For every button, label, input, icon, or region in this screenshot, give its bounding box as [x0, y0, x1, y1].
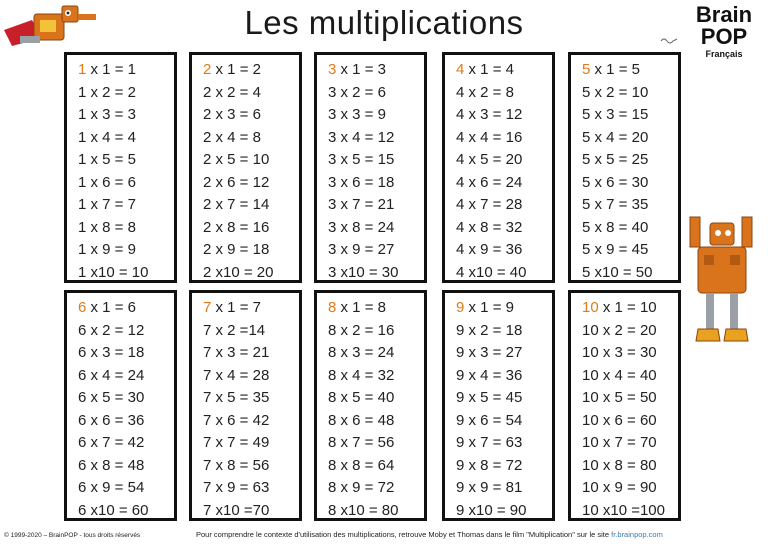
equation-text: 1 x 3 = 3: [78, 106, 136, 123]
table-row: [203, 262, 299, 285]
table-row: [582, 432, 678, 455]
equation-text: 3 x 8 = 24: [328, 218, 395, 236]
page-title: Les multiplications: [244, 4, 524, 41]
table-row: [582, 365, 678, 388]
table-row: [203, 320, 299, 343]
equation-text: 5 x 3 = 15: [582, 106, 649, 123]
equation-text: x 1 = 5: [590, 61, 640, 78]
table-5: [568, 52, 681, 283]
table-row: [203, 387, 299, 410]
equation-text: 4 x 5 = 20: [456, 151, 523, 168]
table-row: [328, 297, 424, 320]
equation-text: 8 x 3 = 24: [328, 344, 395, 361]
equation-text: 10 x 8 = 80: [582, 456, 657, 474]
equation-text: x 1 = 3: [336, 61, 386, 78]
equation-text: 5 x10 = 50: [582, 263, 653, 281]
equation-text: 7 x 6 = 42: [203, 411, 270, 429]
table-row: [203, 149, 299, 172]
table-row: [203, 455, 299, 478]
equation-text: 2 x 2 = 4: [203, 83, 261, 101]
table-row: [582, 127, 678, 150]
equation-text: 9 x 7 = 63: [456, 434, 523, 451]
equation-text: 4 x 2 = 8: [456, 83, 514, 101]
equation-text: x 1 = 7: [211, 299, 261, 316]
equation-text: 7 x10 =70: [203, 501, 270, 519]
table-row: [78, 455, 174, 478]
equation-text: 2 x 3 = 6: [203, 106, 261, 123]
equation-text: 1 x10 = 10: [78, 263, 149, 281]
equation-text: 5 x 2 = 10: [582, 83, 649, 101]
equation-text: 1 x 5 = 5: [78, 151, 136, 168]
equation-text: 8 x 5 = 40: [328, 389, 395, 406]
table-row: [582, 477, 678, 500]
standing-robot-illustration: [684, 215, 764, 355]
equation-text: 6 x 6 = 36: [78, 411, 145, 429]
table-row: [582, 297, 678, 320]
table-row: [456, 217, 552, 240]
equation-text: 1 x 8 = 8: [78, 218, 136, 236]
equation-text: 5 x 8 = 40: [582, 218, 649, 236]
equation-text: x 1 = 2: [211, 61, 261, 78]
equation-text: 3 x 9 = 27: [328, 241, 395, 258]
equation-text: 5 x 6 = 30: [582, 173, 649, 191]
table-row: [456, 500, 552, 523]
equation-text: 3 x 4 = 12: [328, 128, 395, 146]
table-number: 3: [328, 61, 337, 78]
equation-text: 5 x 9 = 45: [582, 241, 649, 258]
site-link[interactable]: fr.brainpop.com: [611, 530, 663, 539]
table-row: [582, 194, 678, 217]
equation-text: 10 x 3 = 30: [582, 344, 657, 361]
table-number: 2: [203, 61, 212, 78]
table-2: [189, 52, 302, 283]
table-6: [64, 290, 177, 521]
table-8: [314, 290, 427, 521]
table-row: [456, 194, 552, 217]
logo-line-3: Français: [705, 49, 743, 59]
brainpop-logo: [690, 4, 758, 60]
footer-note-text: Pour comprendre le contexte d'utilisation des multiplications, retrouve Moby et Thomas dans le film "Multiplication" sur le site: [196, 530, 612, 539]
table-number: 10: [582, 299, 599, 316]
table-row: [203, 59, 299, 82]
table-row: [203, 82, 299, 105]
equation-text: 1 x 6 = 6: [78, 173, 136, 191]
equation-text: 9 x 3 = 27: [456, 344, 523, 361]
equation-text: 3 x10 = 30: [328, 263, 399, 281]
table-row: [203, 365, 299, 388]
table-row: [328, 500, 424, 523]
equation-text: 8 x 9 = 72: [328, 479, 395, 496]
equation-text: 5 x 5 = 25: [582, 151, 649, 168]
equation-text: 3 x 2 = 6: [328, 83, 386, 101]
equation-text: 10 x 7 = 70: [582, 434, 657, 451]
table-row: [582, 320, 678, 343]
equation-text: 6 x 4 = 24: [78, 366, 145, 384]
equation-text: x 1 = 4: [464, 61, 514, 78]
table-row: [328, 149, 424, 172]
table-row: [582, 455, 678, 478]
table-row: [203, 297, 299, 320]
logo-line-2: POP: [700, 24, 748, 49]
equation-text: 4 x 4 = 16: [456, 128, 523, 146]
table-row: [203, 217, 299, 240]
equation-text: x 1 = 1: [86, 61, 136, 78]
table-row: [203, 239, 299, 262]
table-row: [582, 82, 678, 105]
table-row: [328, 59, 424, 82]
table-row: [328, 477, 424, 500]
copyright-text: © 1999-2020 – BrainPOP - tous droits réservés: [4, 532, 141, 539]
table-row: [456, 342, 552, 365]
table-row: [582, 342, 678, 365]
equation-text: 8 x 6 = 48: [328, 411, 395, 429]
equation-text: 7 x 7 = 49: [203, 434, 270, 451]
equation-text: 9 x 6 = 54: [456, 411, 523, 429]
equation-text: 3 x 3 = 9: [328, 106, 386, 123]
table-number: 4: [456, 61, 465, 78]
table-row: [203, 410, 299, 433]
equation-text: x 1 = 8: [336, 299, 386, 316]
table-number: 5: [582, 61, 591, 78]
equation-text: 7 x 4 = 28: [203, 366, 270, 384]
table-row: [78, 432, 174, 455]
table-row: [78, 297, 174, 320]
equation-text: 2 x10 = 20: [203, 263, 274, 281]
table-row: [78, 172, 174, 195]
table-row: [203, 127, 299, 150]
equation-text: 2 x 5 = 10: [203, 151, 270, 168]
equation-text: 10 x 9 = 90: [582, 479, 657, 496]
equation-text: 6 x10 = 60: [78, 501, 149, 519]
table-row: [582, 239, 678, 262]
equation-text: 3 x 7 = 21: [328, 196, 395, 213]
table-row: [203, 342, 299, 365]
table-row: [456, 59, 552, 82]
equation-text: 9 x 2 = 18: [456, 321, 523, 339]
table-row: [582, 149, 678, 172]
equation-text: 2 x 6 = 12: [203, 173, 270, 191]
table-row: [328, 104, 424, 127]
table-row: [78, 59, 174, 82]
table-row: [328, 82, 424, 105]
table-row: [203, 500, 299, 523]
table-row: [456, 149, 552, 172]
table-row: [582, 104, 678, 127]
footer-note: [196, 530, 663, 539]
equation-text: 4 x 9 = 36: [456, 241, 523, 258]
table-row: [456, 127, 552, 150]
table-row: [456, 365, 552, 388]
equation-text: 10 x 4 = 40: [582, 366, 657, 384]
equation-text: 1 x 7 = 7: [78, 196, 136, 213]
table-row: [78, 262, 174, 285]
equation-text: 5 x 7 = 35: [582, 196, 649, 213]
table-row: [456, 410, 552, 433]
table-row: [328, 239, 424, 262]
logo-line-1: Brain: [695, 2, 753, 27]
table-row: [582, 500, 678, 523]
table-row: [78, 149, 174, 172]
equation-text: 4 x 8 = 32: [456, 218, 523, 236]
small-doodle-icon: [660, 36, 678, 46]
equation-text: 4 x 6 = 24: [456, 173, 523, 191]
equation-text: 6 x 2 = 12: [78, 321, 145, 339]
equation-text: 6 x 5 = 30: [78, 389, 145, 406]
table-4: [442, 52, 555, 283]
equation-text: 7 x 2 =14: [203, 321, 266, 339]
table-row: [78, 320, 174, 343]
table-row: [78, 194, 174, 217]
table-row: [203, 477, 299, 500]
table-row: [456, 82, 552, 105]
table-row: [582, 387, 678, 410]
equation-text: 6 x 9 = 54: [78, 479, 145, 496]
table-number: 7: [203, 299, 212, 316]
table-row: [328, 194, 424, 217]
table-row: [203, 172, 299, 195]
table-7: [189, 290, 302, 521]
equation-text: 10 x 6 = 60: [582, 411, 657, 429]
table-1: [64, 52, 177, 283]
table-row: [456, 320, 552, 343]
table-3: [314, 52, 427, 283]
table-row: [456, 387, 552, 410]
equation-text: 7 x 9 = 63: [203, 479, 270, 496]
equation-text: 9 x 5 = 45: [456, 389, 523, 406]
table-row: [328, 262, 424, 285]
equation-text: 7 x 5 = 35: [203, 389, 270, 406]
equation-text: 1 x 4 = 4: [78, 128, 136, 146]
table-row: [582, 217, 678, 240]
table-row: [456, 239, 552, 262]
equation-text: x 1 = 10: [598, 299, 657, 316]
table-row: [328, 432, 424, 455]
table-row: [78, 477, 174, 500]
table-row: [456, 432, 552, 455]
table-row: [328, 342, 424, 365]
equation-text: 2 x 7 = 14: [203, 196, 270, 213]
equation-text: 3 x 5 = 15: [328, 151, 395, 168]
table-row: [78, 82, 174, 105]
equation-text: 4 x10 = 40: [456, 263, 527, 281]
table-row: [456, 477, 552, 500]
table-row: [78, 239, 174, 262]
equation-text: 2 x 4 = 8: [203, 128, 261, 146]
equation-text: 1 x 9 = 9: [78, 241, 136, 258]
table-row: [203, 194, 299, 217]
table-row: [456, 455, 552, 478]
table-row: [582, 262, 678, 285]
table-row: [203, 432, 299, 455]
equation-text: 2 x 9 = 18: [203, 241, 270, 258]
equation-text: 6 x 3 = 18: [78, 344, 145, 361]
table-row: [78, 217, 174, 240]
table-row: [456, 104, 552, 127]
equation-text: 1 x 2 = 2: [78, 83, 136, 101]
table-number: 8: [328, 299, 337, 316]
equation-text: 8 x 7 = 56: [328, 434, 395, 451]
equation-text: 4 x 3 = 12: [456, 106, 523, 123]
equation-text: 5 x 4 = 20: [582, 128, 649, 146]
equation-text: 9 x10 = 90: [456, 501, 527, 519]
equation-text: 3 x 6 = 18: [328, 173, 395, 191]
table-row: [78, 387, 174, 410]
equation-text: x 1 = 9: [464, 299, 514, 316]
equation-text: 4 x 7 = 28: [456, 196, 523, 213]
equation-text: 8 x 8 = 64: [328, 456, 395, 474]
table-number: 9: [456, 299, 465, 316]
table-10: [568, 290, 681, 521]
table-row: [328, 320, 424, 343]
table-row: [456, 172, 552, 195]
equation-text: 9 x 9 = 81: [456, 479, 523, 496]
table-row: [78, 365, 174, 388]
table-row: [328, 387, 424, 410]
equation-text: 8 x10 = 80: [328, 501, 399, 519]
equation-text: 10 x 5 = 50: [582, 389, 657, 406]
table-row: [328, 127, 424, 150]
table-row: [328, 172, 424, 195]
equation-text: 8 x 4 = 32: [328, 366, 395, 384]
equation-text: 7 x 3 = 21: [203, 344, 270, 361]
equation-text: x 1 = 6: [86, 299, 136, 316]
table-row: [328, 410, 424, 433]
table-number: 6: [78, 299, 87, 316]
equation-text: 10 x10 =100: [582, 501, 665, 519]
table-9: [442, 290, 555, 521]
table-row: [328, 455, 424, 478]
table-row: [78, 342, 174, 365]
equation-text: 2 x 8 = 16: [203, 218, 270, 236]
table-row: [456, 262, 552, 285]
table-row: [78, 410, 174, 433]
table-row: [203, 104, 299, 127]
table-row: [78, 127, 174, 150]
table-row: [78, 500, 174, 523]
table-number: 1: [78, 61, 87, 78]
equation-text: 9 x 4 = 36: [456, 366, 523, 384]
table-row: [582, 172, 678, 195]
equation-text: 9 x 8 = 72: [456, 456, 523, 474]
table-row: [456, 297, 552, 320]
table-row: [328, 217, 424, 240]
table-row: [78, 104, 174, 127]
equation-text: 10 x 2 = 20: [582, 321, 657, 339]
equation-text: 6 x 8 = 48: [78, 456, 145, 474]
equation-text: 7 x 8 = 56: [203, 456, 270, 474]
equation-text: 8 x 2 = 16: [328, 321, 395, 339]
table-row: [582, 59, 678, 82]
table-row: [582, 410, 678, 433]
table-row: [328, 365, 424, 388]
equation-text: 6 x 7 = 42: [78, 434, 145, 451]
